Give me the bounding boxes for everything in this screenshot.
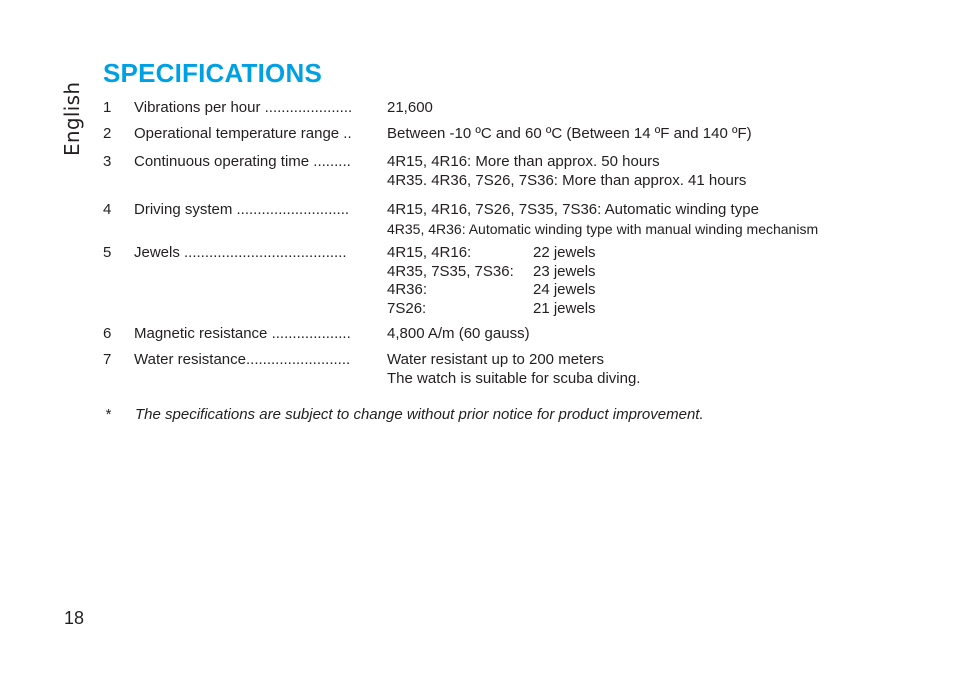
spec-number: 2 [103, 125, 112, 142]
spec-label: Driving system ........................... [134, 201, 350, 218]
spec-value-line: 4R15, 4R16: More than approx. 50 hours [387, 153, 660, 170]
spec-value-line: 4R35. 4R36, 7S26, 7S36: More than approx. 41 hours [387, 171, 747, 189]
jewel-model: 7S26: [387, 299, 427, 317]
spec-number: 5 [103, 244, 112, 261]
spec-value-line: Between -10 ºC and 60 ºC (Between 14 ºF and 140 ºF) [387, 125, 752, 142]
spec-label: Magnetic resistance ................... [134, 325, 351, 342]
jewel-count: 23 jewels [533, 262, 596, 280]
spec-value-line: 21,600 [387, 99, 433, 116]
page-number: 18 [64, 608, 85, 628]
spec-value-line: 4,800 A/m (60 gauss) [387, 325, 530, 342]
jewel-row [387, 281, 647, 300]
footnote-asterisk: * [105, 406, 111, 423]
spec-value [387, 325, 530, 344]
spec-number: 7 [103, 351, 112, 368]
spec-label: Vibrations per hour ..................... [134, 99, 353, 116]
spec-label: Operational temperature range .. [134, 125, 352, 142]
jewel-row [387, 263, 647, 282]
spec-number: 3 [103, 153, 112, 170]
spec-number: 4 [103, 201, 112, 218]
page-title: SPECIFICATIONS [103, 58, 323, 88]
footnote-text: The specifications are subject to change without prior notice for product improvement. [135, 406, 704, 423]
spec-label: Continuous operating time ......... [134, 153, 351, 170]
spec-value-line: 4R15, 4R16, 7S26, 7S35, 7S36: Automatic winding type [387, 201, 759, 218]
jewel-count: 21 jewels [533, 299, 596, 317]
spec-label: Jewels ....................................... [134, 244, 347, 261]
spec-label: Water resistance......................... [134, 351, 351, 368]
spec-value [387, 201, 818, 238]
jewel-count: 24 jewels [533, 281, 596, 298]
spec-value [387, 99, 433, 118]
spec-number: 6 [103, 325, 112, 342]
spec-value-line: The watch is suitable for scuba diving. [387, 369, 641, 387]
spec-value [387, 153, 746, 190]
jewel-count: 22 jewels [533, 244, 596, 261]
jewel-row [387, 300, 647, 319]
spec-value [387, 125, 752, 144]
jewel-model: 4R35, 7S35, 7S36: [387, 262, 514, 280]
spec-value-line: 4R35, 4R36: Automatic winding type with manual winding mechanism [387, 220, 819, 237]
jewel-model: 4R15, 4R16: [387, 244, 472, 261]
jewel-model: 4R36: [387, 281, 428, 298]
jewel-row [387, 244, 647, 263]
spec-value [387, 351, 640, 388]
spec-value-line: Water resistant up to 200 meters [387, 351, 605, 368]
jewel-table [387, 244, 647, 318]
language-tab-label: English [60, 81, 84, 156]
spec-number: 1 [103, 99, 112, 116]
